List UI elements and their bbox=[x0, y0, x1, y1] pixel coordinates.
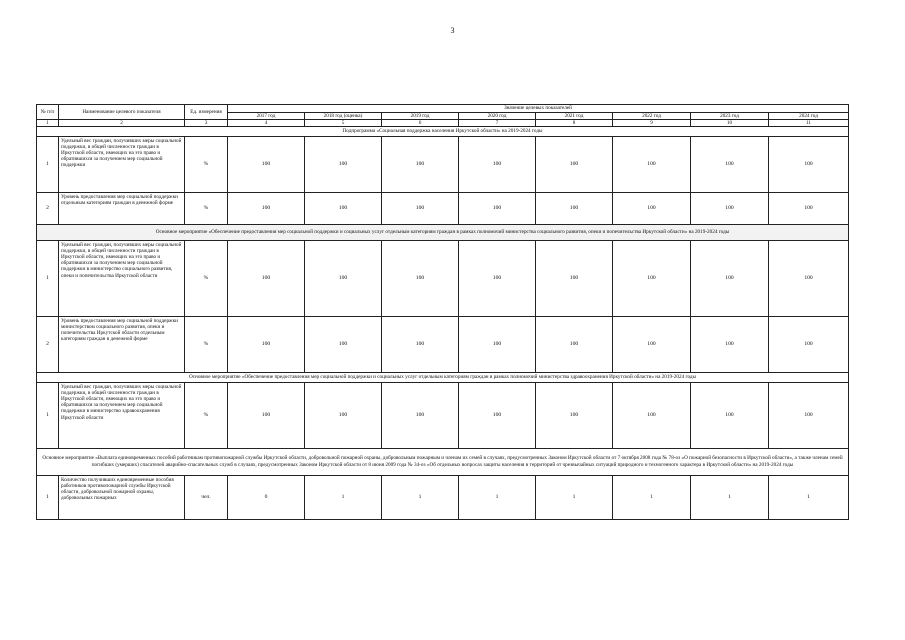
value-cell: 1 bbox=[382, 475, 459, 519]
header-name: Наименование целевого показателя bbox=[59, 105, 185, 120]
value-cell: 100 bbox=[228, 136, 305, 192]
value-cell: 100 bbox=[536, 382, 613, 448]
row-number: 1 bbox=[37, 136, 59, 192]
column-number: 2 bbox=[59, 120, 185, 127]
value-cell: 100 bbox=[769, 136, 849, 192]
unit-cell: % bbox=[185, 136, 228, 192]
value-cell: 100 bbox=[769, 316, 849, 372]
page-number: 3 bbox=[450, 26, 455, 35]
column-number: 10 bbox=[691, 120, 769, 127]
column-number: 11 bbox=[769, 120, 849, 127]
value-cell: 100 bbox=[382, 316, 459, 372]
value-cell: 100 bbox=[613, 192, 691, 224]
indicator-name: Уровень предоставления мер социальной поддержки министерством социального развития, опеки и попечительства Иркутской области отдельным категориям граждан в денежной форме bbox=[59, 316, 185, 372]
value-cell: 100 bbox=[613, 316, 691, 372]
section-row bbox=[37, 448, 849, 475]
header-num: № п/п bbox=[37, 105, 59, 120]
value-cell: 100 bbox=[228, 192, 305, 224]
value-cell: 100 bbox=[769, 382, 849, 448]
indicator-name: Уровень предоставления мер социальной поддержки отдельным категориям граждан в денежной форме bbox=[59, 192, 185, 224]
section-title: Подпрограмма «Социальная поддержка населения Иркутской области» на 2019-2024 годы bbox=[37, 127, 849, 136]
value-cell: 100 bbox=[382, 136, 459, 192]
section-title: Основное мероприятие «Обеспечение предоставления мер социальной поддержки и социальных услуг отдельным категориям граждан в рамках полномочий министерства здравоохранения Иркутской области» на 2019-2024 годы bbox=[37, 372, 849, 382]
value-cell: 100 bbox=[536, 136, 613, 192]
value-cell: 100 bbox=[613, 136, 691, 192]
header-row bbox=[37, 105, 849, 113]
section-row bbox=[37, 127, 849, 136]
unit-cell: % bbox=[185, 240, 228, 316]
section-row bbox=[37, 372, 849, 382]
row-number: 1 bbox=[37, 240, 59, 316]
column-number: 3 bbox=[185, 120, 228, 127]
column-number: 4 bbox=[228, 120, 305, 127]
value-cell: 100 bbox=[459, 382, 536, 448]
row-number: 1 bbox=[37, 382, 59, 448]
value-cell: 100 bbox=[382, 192, 459, 224]
value-cell: 100 bbox=[228, 316, 305, 372]
header-year: 2020 год bbox=[459, 113, 536, 120]
header-year: 2024 год bbox=[769, 113, 849, 120]
header-year: 2022 год bbox=[613, 113, 691, 120]
indicator-name: Количество получивших единовременные пособия работников противопожарной службы Иркутской области, добровольной пожарной охраны, добровольных пожарных bbox=[59, 475, 185, 519]
target-indicators-table bbox=[36, 104, 849, 520]
value-cell: 100 bbox=[536, 240, 613, 316]
value-cell: 100 bbox=[769, 240, 849, 316]
indicator-name: Удельный вес граждан, получивших меры социальной поддержки, в общей численности граждан в Иркутской области, имеющих на это право и обратившихся за получением мер социальной поддержки в министерство социального развития, опеки и попечительства Иркутской области bbox=[59, 240, 185, 316]
header-year: 2023 год bbox=[691, 113, 769, 120]
header-year: 2017 год bbox=[228, 113, 305, 120]
unit-cell: % bbox=[185, 316, 228, 372]
value-cell: 100 bbox=[305, 382, 382, 448]
column-number: 7 bbox=[459, 120, 536, 127]
value-cell: 100 bbox=[536, 192, 613, 224]
value-cell: 100 bbox=[691, 240, 769, 316]
value-cell: 1 bbox=[769, 475, 849, 519]
table-row bbox=[37, 316, 849, 372]
column-number: 8 bbox=[536, 120, 613, 127]
header-unit: Ед. измерения bbox=[185, 105, 228, 120]
header-year: 2021 год bbox=[536, 113, 613, 120]
section-title: Основное мероприятие «Обеспечение предоставления мер социальной поддержки и социальных услуг отдельным категориям граждан в рамках полномочий министерства социального развития, опеки и попечительства Иркутской области» на 2019-2024 годы bbox=[37, 224, 849, 240]
value-cell: 100 bbox=[305, 316, 382, 372]
header-year: 2019 год bbox=[382, 113, 459, 120]
row-number: 2 bbox=[37, 192, 59, 224]
indicator-name: Удельный вес граждан, получивших меры социальной поддержки, в общей численности граждан в Иркутской области, имеющих на это право и обратившихся за получением мер социальной поддержки в министерство здравоохранения Иркутской области bbox=[59, 382, 185, 448]
value-cell: 1 bbox=[536, 475, 613, 519]
value-cell: 100 bbox=[691, 382, 769, 448]
value-cell: 100 bbox=[228, 240, 305, 316]
value-cell: 100 bbox=[305, 240, 382, 316]
value-cell: 100 bbox=[691, 136, 769, 192]
column-number-row bbox=[37, 120, 849, 127]
value-cell: 100 bbox=[613, 240, 691, 316]
section-title: Основное мероприятие «Выплата единовременных пособий работникам противопожарной службы Иркутской области, добровольной пожарной охраны, добровольным пожарным и членам их семей в случаях, предусмотренных Законом Иркутской области от 7 октября 2008 года № 78-оз «О пожарной безопасности в Иркутской области», а также членам семей погибших (умерших) спасателей аварийно-спасательных служб в случаях, предусмотренных Законом Иркутской области от 8 июня 2009 года № 34-оз «Об отдельных вопросах защиты населения и территорий от чрезвычайных ситуаций природного и техногенного характера в Иркутской области» на 2019-2024 годы bbox=[37, 448, 849, 475]
table-row bbox=[37, 382, 849, 448]
value-cell: 1 bbox=[459, 475, 536, 519]
unit-cell: % bbox=[185, 382, 228, 448]
unit-cell: % bbox=[185, 192, 228, 224]
value-cell: 100 bbox=[691, 316, 769, 372]
value-cell: 100 bbox=[691, 192, 769, 224]
value-cell: 1 bbox=[691, 475, 769, 519]
value-cell: 100 bbox=[613, 382, 691, 448]
value-cell: 100 bbox=[459, 192, 536, 224]
value-cell: 100 bbox=[769, 192, 849, 224]
header-values-group: Значение целевых показателей bbox=[228, 105, 849, 113]
value-cell: 100 bbox=[305, 136, 382, 192]
header-year: 2018 год (оценка) bbox=[305, 113, 382, 120]
column-number: 6 bbox=[382, 120, 459, 127]
value-cell: 100 bbox=[228, 382, 305, 448]
value-cell: 100 bbox=[459, 240, 536, 316]
table-row bbox=[37, 192, 849, 224]
value-cell: 100 bbox=[382, 240, 459, 316]
value-cell: 100 bbox=[305, 192, 382, 224]
column-number: 1 bbox=[37, 120, 59, 127]
value-cell: 100 bbox=[536, 316, 613, 372]
table-row bbox=[37, 475, 849, 519]
section-row bbox=[37, 224, 849, 240]
value-cell: 0 bbox=[228, 475, 305, 519]
column-number: 5 bbox=[305, 120, 382, 127]
value-cell: 100 bbox=[459, 316, 536, 372]
column-number: 9 bbox=[613, 120, 691, 127]
value-cell: 1 bbox=[613, 475, 691, 519]
table-row bbox=[37, 240, 849, 316]
row-number: 1 bbox=[37, 475, 59, 519]
unit-cell: чел. bbox=[185, 475, 228, 519]
value-cell: 100 bbox=[382, 382, 459, 448]
row-number: 2 bbox=[37, 316, 59, 372]
value-cell: 1 bbox=[305, 475, 382, 519]
table-row bbox=[37, 136, 849, 192]
indicator-name: Удельный вес граждан, получивших меры социальной поддержки, в общей численности граждан в Иркутской области, имеющих на это право и обратившихся за получением мер социальной поддержки bbox=[59, 136, 185, 192]
value-cell: 100 bbox=[459, 136, 536, 192]
